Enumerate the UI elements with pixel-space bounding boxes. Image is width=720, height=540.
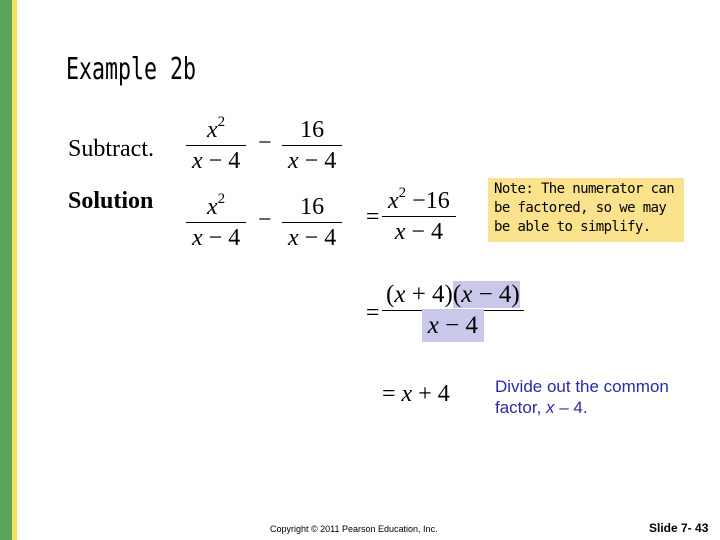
slide-number: Slide 7- 43 [649,521,709,535]
highlighted-denominator [422,309,484,342]
highlighted-factor [453,281,520,308]
var-x: x [207,117,218,143]
var-x: x [546,398,555,417]
minus-sign: − [258,207,272,233]
fraction-x2-minus-16-over-x-minus-4 [382,186,456,247]
solution-label: Solution [68,188,154,214]
minus-sixteen: −16 [406,188,450,214]
sixteen: 16 [300,117,325,143]
close-paren: ) [511,281,520,308]
minus-four: − 4 [405,219,443,245]
minus-four: − 4 [438,312,478,339]
minus-four: − 4 [202,225,241,251]
var-x: x [394,219,406,245]
minus-four: − 4 [472,281,512,308]
open-paren: ( [386,281,395,308]
var-x: x [394,281,406,308]
fraction-x2-over-x-minus-4 [186,115,246,176]
plus-four: + 4 [405,281,445,308]
close-paren: ) [444,281,453,308]
var-x: x [461,281,473,308]
open-paren: ( [452,281,462,308]
var-x: x [288,148,299,174]
var-x: x [401,381,413,407]
minus-sign: − [258,130,272,156]
left-accent-stripe [0,0,12,540]
sixteen: 16 [300,194,325,220]
exponent: 2 [217,191,226,207]
left-accent-stripe-inner [12,0,17,540]
minus-four: − 4 [298,148,337,174]
var-x: x [207,194,218,220]
var-x: x [388,188,399,214]
fraction-x2-over-x-minus-4-solution [186,192,246,253]
exponent: 2 [398,185,407,201]
fraction-16-over-x-minus-4 [282,115,342,176]
divide-text: Divide out the common factor, [495,377,669,417]
equals-sign: = [366,300,380,326]
equals-sign: = [382,381,402,407]
var-x: x [192,225,203,251]
divide-out-note [495,376,695,418]
minus-four: − 4 [202,148,241,174]
exponent: 2 [217,114,226,130]
fraction-16-over-x-minus-4-solution [282,192,342,253]
var-x: x [427,312,439,339]
copyright-footer: Copyright © 2011 Pearson Education, Inc. [270,524,438,534]
slide-title: Example 2b [66,52,197,87]
result-expression [382,381,450,408]
equals-sign: = [366,204,380,230]
subtract-label: Subtract. [68,136,154,162]
var-x: x [288,225,299,251]
minus-four: − 4 [298,225,337,251]
note-callout: Note: The numerator can be factored, so we may be able to simplify. [488,178,684,242]
plus-four: + 4 [412,381,450,407]
divide-text-end: – 4. [554,398,588,417]
fraction-factored [382,280,524,341]
var-x: x [192,148,203,174]
